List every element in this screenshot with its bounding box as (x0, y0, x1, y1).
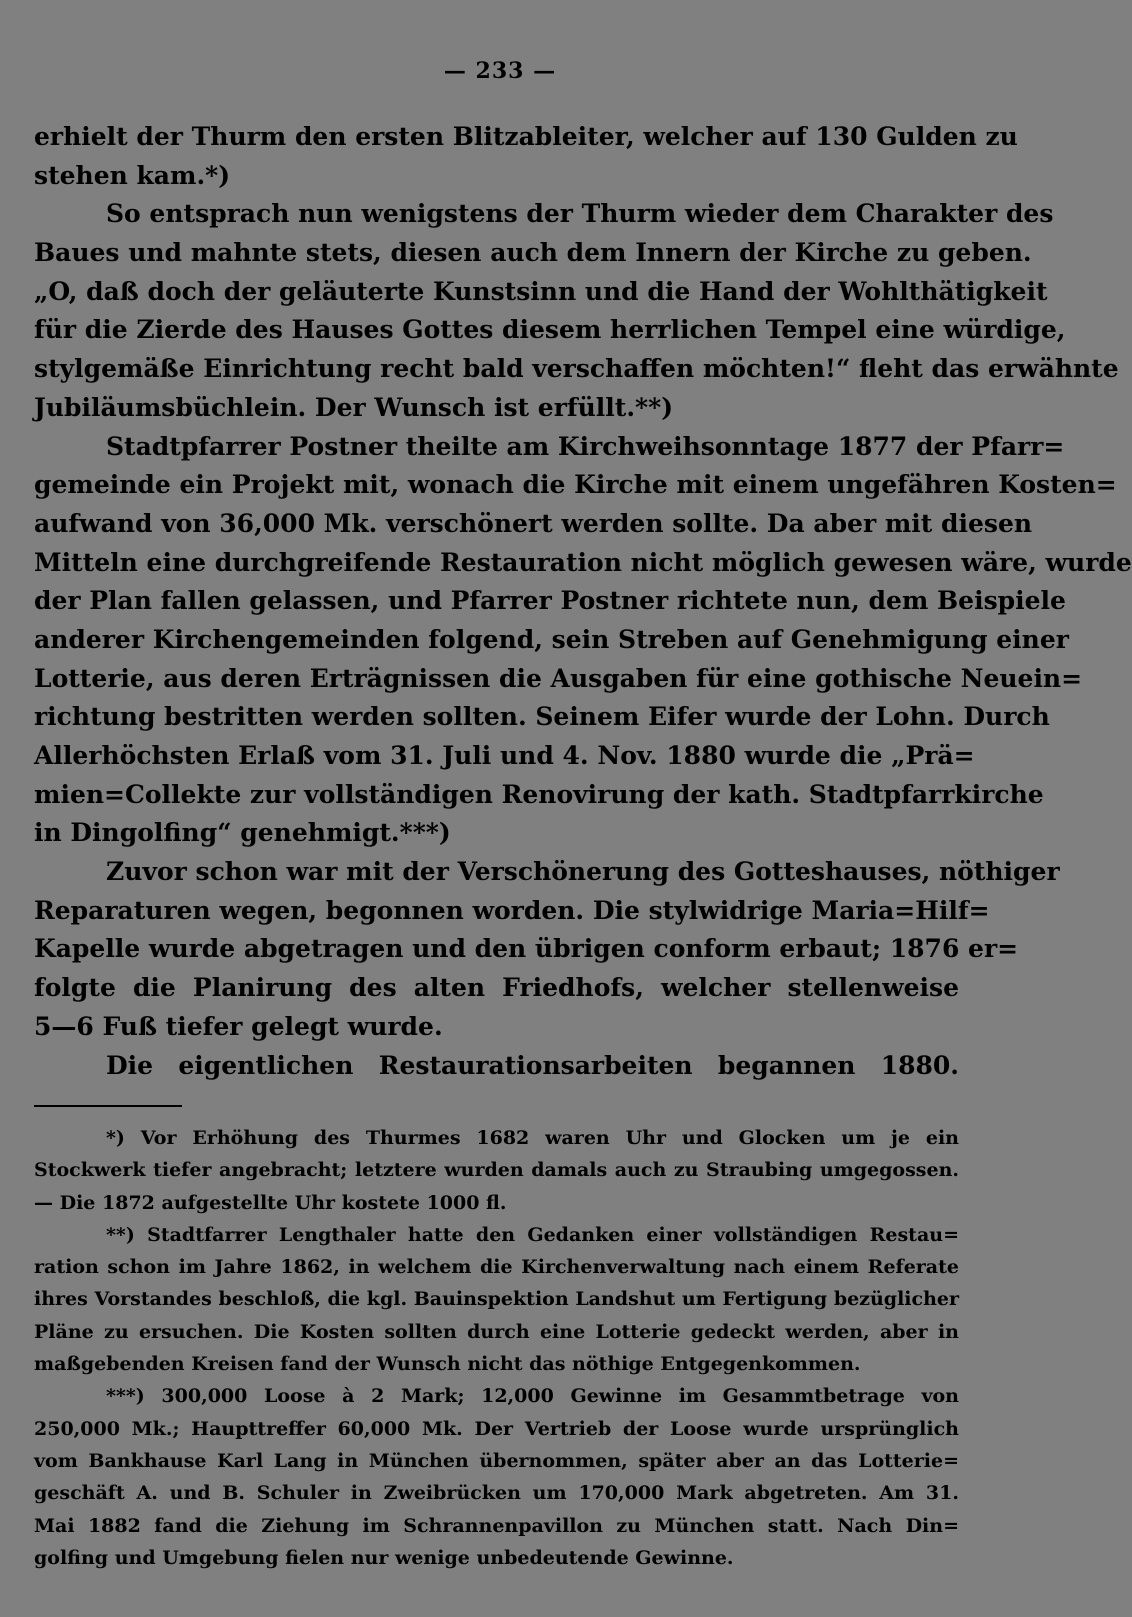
footnote-line: **) Stadtfarrer Lengthaler hatte den Gedanken einer vollständigen Restau= (106, 1223, 959, 1246)
footnote-line: 250,000 Mk.; Haupttreffer 60,000 Mk. Der Vertrieb der Loose wurde ursprünglich (34, 1417, 959, 1440)
text-line: stehen kam.*) (34, 160, 231, 190)
text-line: Die eigentlichen Restaurationsarbeiten begannen 1880. (106, 1050, 959, 1080)
footnote-line: *) Vor Erhöhung des Thurmes 1682 waren Uhr und Glocken um je ein (106, 1127, 959, 1149)
footnote-line: geschäft A. und B. Schuler in Zweibrücken um 170,000 Mark abgetreten. Am 31. (34, 1482, 959, 1505)
text-line: Jubiläumsbüchlein. Der Wunsch ist erfüllt.**) (34, 392, 674, 422)
main-text (34, 118, 1132, 1085)
text-line: erhielt der Thurm den ersten Blitzableiter, welcher auf 130 Gulden zu (34, 122, 1018, 151)
text-line: Kapelle wurde abgetragen und den übrigen conform erbaut; 1876 er= (34, 934, 1019, 964)
text-line: anderer Kirchengemeinden folgend, sein Streben auf Genehmigung einer (34, 624, 1069, 654)
text-line: 5—6 Fuß tiefer gelegt wurde. (34, 1011, 443, 1041)
text-line: mien=Collekte zur vollständigen Renovirung der kath. Stadtpfarrkirche (34, 779, 1044, 809)
text-line: der Plan fallen gelassen, und Pfarrer Postner richtete nun, dem Beispiele (34, 586, 1066, 616)
text-line: Zuvor schon war mit der Verschönerung des Gotteshauses, nöthiger (106, 857, 1060, 887)
footnote-line: ***) 300,000 Loose à 2 Mark; 12,000 Gewinne im Gesammtbetrage von (106, 1385, 959, 1408)
footnote-line: — Die 1872 aufgestellte Uhr kostete 1000 fl. (34, 1191, 507, 1214)
text-line: richtung bestritten werden sollten. Seinem Eifer wurde der Lohn. Durch (34, 702, 1050, 732)
text-line: stylgemäße Einrichtung recht bald verschaffen möchten!“ fleht das erwähnte (34, 354, 1119, 384)
footnote-line: maßgebenden Kreisen fand der Wunsch nicht das nöthige Entgegenkommen. (34, 1353, 861, 1376)
text-line: Reparaturen wegen, begonnen worden. Die stylwidrige Maria=Hilf= (34, 895, 990, 925)
footnote-line: golfing und Umgebung fielen nur wenige unbedeutende Gewinne. (34, 1546, 734, 1569)
page-number: — 233 — (443, 58, 557, 84)
text-line: gemeinde ein Projekt mit, wonach die Kirche mit einem ungefähren Kosten= (34, 470, 1117, 500)
footnotes (34, 1122, 959, 1574)
text-line: folgte die Planirung des alten Friedhofs, welcher stellenweise (34, 973, 959, 1003)
footnote-line: Stockwerk tiefer angebracht; letztere wurden damals auch zu Straubing umgegossen. (34, 1159, 959, 1182)
text-line: Allerhöchsten Erlaß vom 31. Juli und 4. Nov. 1880 wurde die „Prä= (34, 741, 975, 770)
text-line: in Dingolfing“ genehmigt.***) (34, 818, 451, 848)
footnote-line: ration schon im Jahre 1862, in welchem die Kirchenverwaltung nach einem Referate (34, 1256, 959, 1279)
footnote-line: Pläne zu ersuchen. Die Kosten sollten durch eine Lotterie gedeckt werden, aber in (34, 1320, 959, 1343)
text-line: Baues und mahnte stets, diesen auch dem Innern der Kirche zu geben. (34, 238, 1032, 268)
text-line: „O, daß doch der geläuterte Kunstsinn und die Hand der Wohlthätigkeit (34, 276, 1048, 306)
text-line: aufwand von 36,000 Mk. verschönert werden sollte. Da aber mit diesen (34, 508, 1033, 538)
text-line: Lotterie, aus deren Erträgnissen die Ausgaben für eine gothische Neuein= (34, 663, 1083, 693)
footnote-line: Mai 1882 fand die Ziehung im Schrannenpavillon zu München statt. Nach Din= (34, 1514, 959, 1537)
text-line: Mitteln eine durchgreifende Restauration nicht möglich gewesen wäre, wurde (34, 547, 1132, 577)
text-line: So entsprach nun wenigstens der Thurm wieder dem Charakter des (106, 199, 1054, 229)
footnote-line: vom Bankhause Karl Lang in München übernommen, später aber an das Lotterie= (34, 1449, 959, 1472)
footnote-line: ihres Vorstandes beschloß, die kgl. Bauinspektion Landshut um Fertigung bezüglicher (34, 1288, 959, 1311)
text-line: für die Zierde des Hauses Gottes diesem herrlichen Tempel eine würdige, (34, 315, 1066, 345)
footnote-separator (34, 1105, 182, 1107)
text-line: Stadtpfarrer Postner theilte am Kirchweihsonntage 1877 der Pfarr= (106, 431, 1065, 461)
